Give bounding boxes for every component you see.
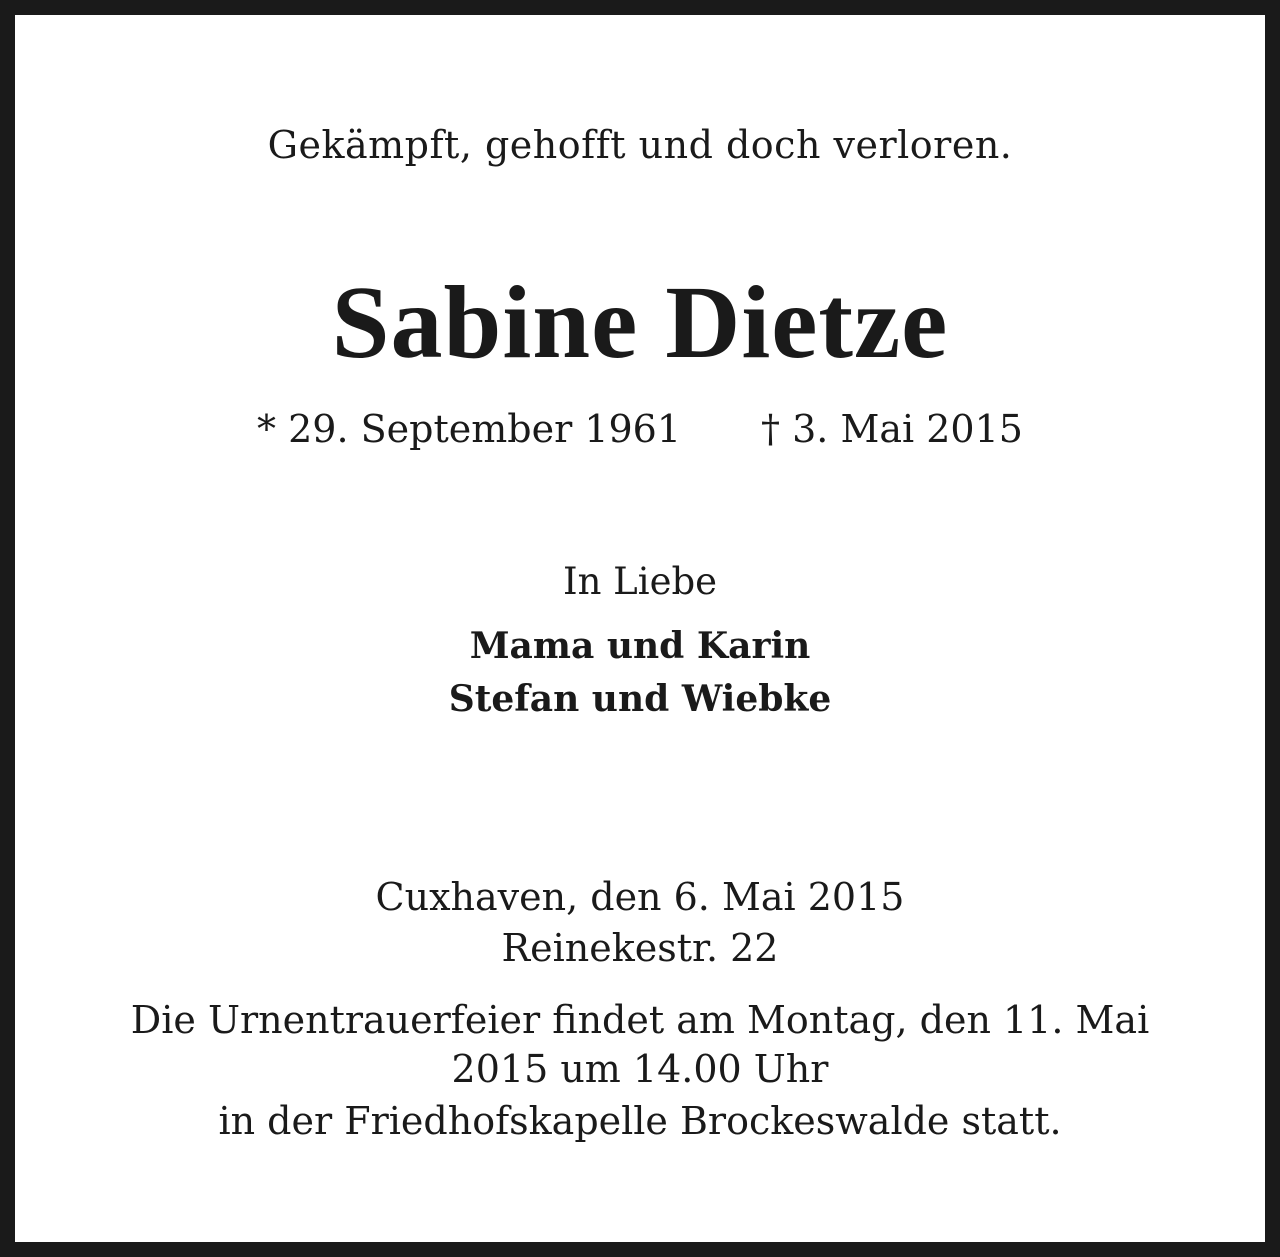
life-dates: [15, 407, 1265, 451]
service-info-line: in der Friedhofskapelle Brockeswalde statt.: [218, 1099, 1062, 1143]
signatory-line: Stefan und Wiebke: [448, 678, 832, 720]
service-info-line: 2015 um 14.00 Uhr: [451, 1047, 829, 1091]
motto: Gekämpft, gehofft und doch verloren.: [267, 123, 1013, 167]
address: Reinekestr. 22: [501, 926, 779, 970]
birth-date: * 29. September 1961: [257, 407, 682, 451]
deceased-name: Sabine Dietze: [331, 265, 949, 380]
service-info-line: Die Urnentrauerfeier findet am Montag, den 11. Mai: [130, 998, 1150, 1042]
signatory-line: Mama und Karin: [469, 625, 811, 667]
place-and-date: Cuxhaven, den 6. Mai 2015: [375, 875, 905, 919]
death-date: † 3. Mai 2015: [761, 407, 1023, 451]
in-love-label: In Liebe: [562, 560, 718, 603]
